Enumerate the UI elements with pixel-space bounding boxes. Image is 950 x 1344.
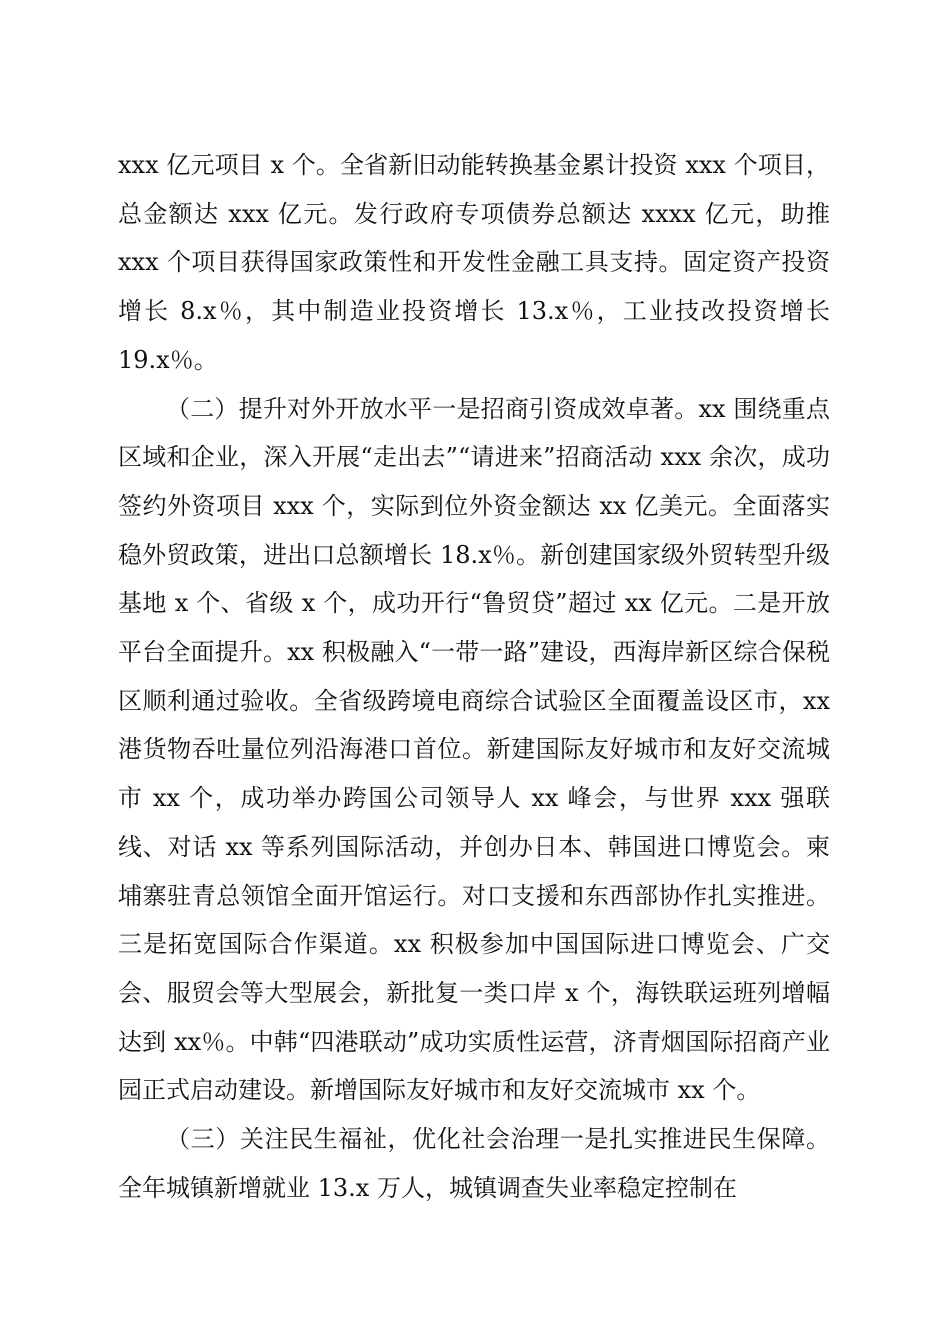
paragraph-opening-up: （二）提升对外开放水平一是招商引资成效卓著。xx 围绕重点区域和企业，深入开展“走出去”“请进来”招商活动 xxx 余次，成功签约外资项目 xxx 个，实际到位外资金额达 xx 亿美元。全面落实稳外贸政策，进出口总额增长 18.x％。新创建国家级外贸转型升级基地 x 个、省级 x 个，成功开行“鲁贸贷”超过 xx 亿元。二是开放平台全面提升。xx 积极融入“一带一路”建设，西海岸新区综合保税区顺利通过验收。全省级跨境电商综合试验区全面覆盖设区市，xx 港货物吞吐量位列沿海港口首位。新建国际友好城市和友好交流城市 xx 个，成功举办跨国公司领导人 xx 峰会，与世界 xxx 强联线、对话 xx 等系列国际活动，并创办日本、韩国进口博览会。柬埔寨驻青总领馆全面开馆运行。对口支援和东西部协作扎实推进。三是拓宽国际合作渠道。xx 积极参加中国国际进口博览会、广交会、服贸会等大型展会，新批复一类口岸 x 个，海铁联运班列增幅达到 xx％。中韩“四港联动”成功实质性运营，济青烟国际招商产业园正式启动建设。新增国际友好城市和友好交流城市 xx 个。 xyxy=(118,394,830,1105)
paragraph-investment-continuation: xxx 亿元项目 x 个。全省新旧动能转换基金累计投资 xxx 个项目，总金额达 xxx 亿元。发行政府专项债券总额达 xxxx 亿元，助推 xxx 个项目获得国家政策性和开发性金融工具支持。固定资产投资增长 8.x％，其中制造业投资增长 13.x％，工业技改投资增长 19.x％。 xyxy=(118,151,830,374)
document-body xyxy=(118,141,830,1212)
paragraph-livelihood: （三）关注民生福祉，优化社会治理一是扎实推进民生保障。全年城镇新增就业 13.x 万人，城镇调查失业率稳定控制在 xyxy=(118,1125,830,1202)
